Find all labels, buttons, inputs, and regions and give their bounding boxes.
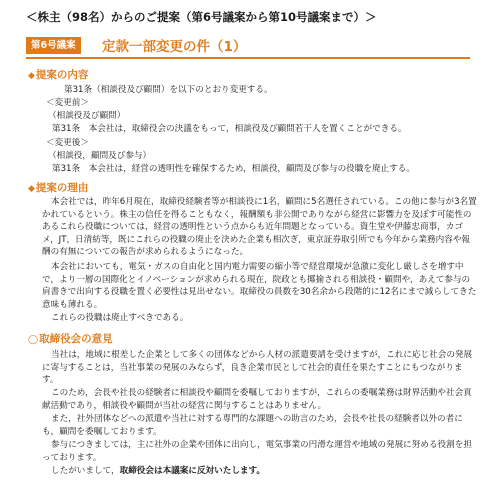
proposal-number-badge: 第6号議案 <box>26 37 81 54</box>
proposal-group-heading: ＜株主（98名）からのご提案（第6号議案から第10号議案まで）＞ <box>26 10 377 24</box>
reason-paragraph: 本会社においても，電気・ガスの自由化と国内電力需要の縮小等で経営環境が急激に変化し厳しさを増す中で，より一層の国際化とイノベーションが求められる現在，院政とも揶揄される相談役・顧問や，あえて参与の肩書きで出向する役職を置く必要性は見出せない。取締役の員数を30名余から段階的に12名にまで減らしてきた意味も薄れる。 <box>42 262 477 310</box>
diamond-icon: ◆ <box>28 71 35 81</box>
opinion-conclusion <box>51 465 478 478</box>
after-article-title: （相談役，顧問及び参与） <box>48 151 152 161</box>
opinion-paragraph: このため，会長や社長の経験者に相談役や顧問を委嘱しておりますが，これらの委嘱業務は財界活動や社会貢献活動であり，相談役や顧問が当社の経営に関与することはありません。 <box>42 388 472 411</box>
conclusion-statement: 取締役会は本議案に反対いたします。 <box>119 466 266 476</box>
section-heading-text: 取締役会の意見 <box>39 333 113 345</box>
after-article-text: 第31条 本会社は，経営の透明性を確保するため，相談役，顧問及び参与の役職を廃止する。 <box>52 164 415 174</box>
opinion-paragraph: 当社は，地域に根差した企業として多くの団体などから人材の派遣要請を受けますが，これに応じ社会の発展に寄与することは，当社事業の発展のみならず，良き企業市民として社会的責任を果たすことにもつながります。 <box>42 350 473 386</box>
before-article-text: 第31条 本会社は，取締役会の決議をもって，相談役及び顧問若干人を置くことができる。 <box>52 124 407 134</box>
section-heading-proposal <box>28 67 88 82</box>
page-title: 定款一部変更の件（1） <box>102 39 247 55</box>
proposal-line: 第31条（相談役及び顧問）を以下のとおり変更する。 <box>64 85 273 95</box>
diamond-icon: ◆ <box>28 184 35 194</box>
opinion-paragraph: 参与につきましては，主に社外の企業や団体に出向し，電気事業の円滑な運営や地域の発展に努める役割を担っております。 <box>42 440 472 463</box>
conclusion-prefix: したがいまして， <box>51 466 120 476</box>
circle-icon: ◯ <box>28 335 39 345</box>
opinion-paragraph: また，社外団体などへの派遣や当社に対する専門的な課題への助言のため，会長や社長の経験者以外の者にも，顧問を委嘱しております。 <box>42 414 463 437</box>
before-label: ＜変更前＞ <box>46 98 89 108</box>
before-article-title: （相談役及び顧問） <box>48 111 126 121</box>
reason-paragraph: 本会社では，昨年6月現在，取締役経験者等が相談役に1名，顧問に5名選任されている。この他に参与が3名置かれているという。株主の信任を得ることもなく，報酬額も非公開でありながら経営に影響力を及ぼす可能性のあるこれら役職については，経営の透明性という点からも近年問題となっている。資生堂や伊藤忠商事，カゴメ，JT，日清紡等，既にこれらの役職の廃止を決めた企業も相次ぎ，東京証券取引所でも今年から業務内容や報酬の有無についての報告が求められるようになった。 <box>42 197 477 258</box>
section-heading-reason <box>28 180 88 195</box>
section-heading-text: 提案の理由 <box>35 182 89 194</box>
after-label: ＜変更後＞ <box>46 138 89 148</box>
title-bar <box>26 37 470 59</box>
section-heading-text: 提案の内容 <box>35 69 89 81</box>
reason-conclusion: これらの役職は廃止すべきである。 <box>51 313 189 323</box>
section-heading-board-opinion <box>28 331 113 346</box>
